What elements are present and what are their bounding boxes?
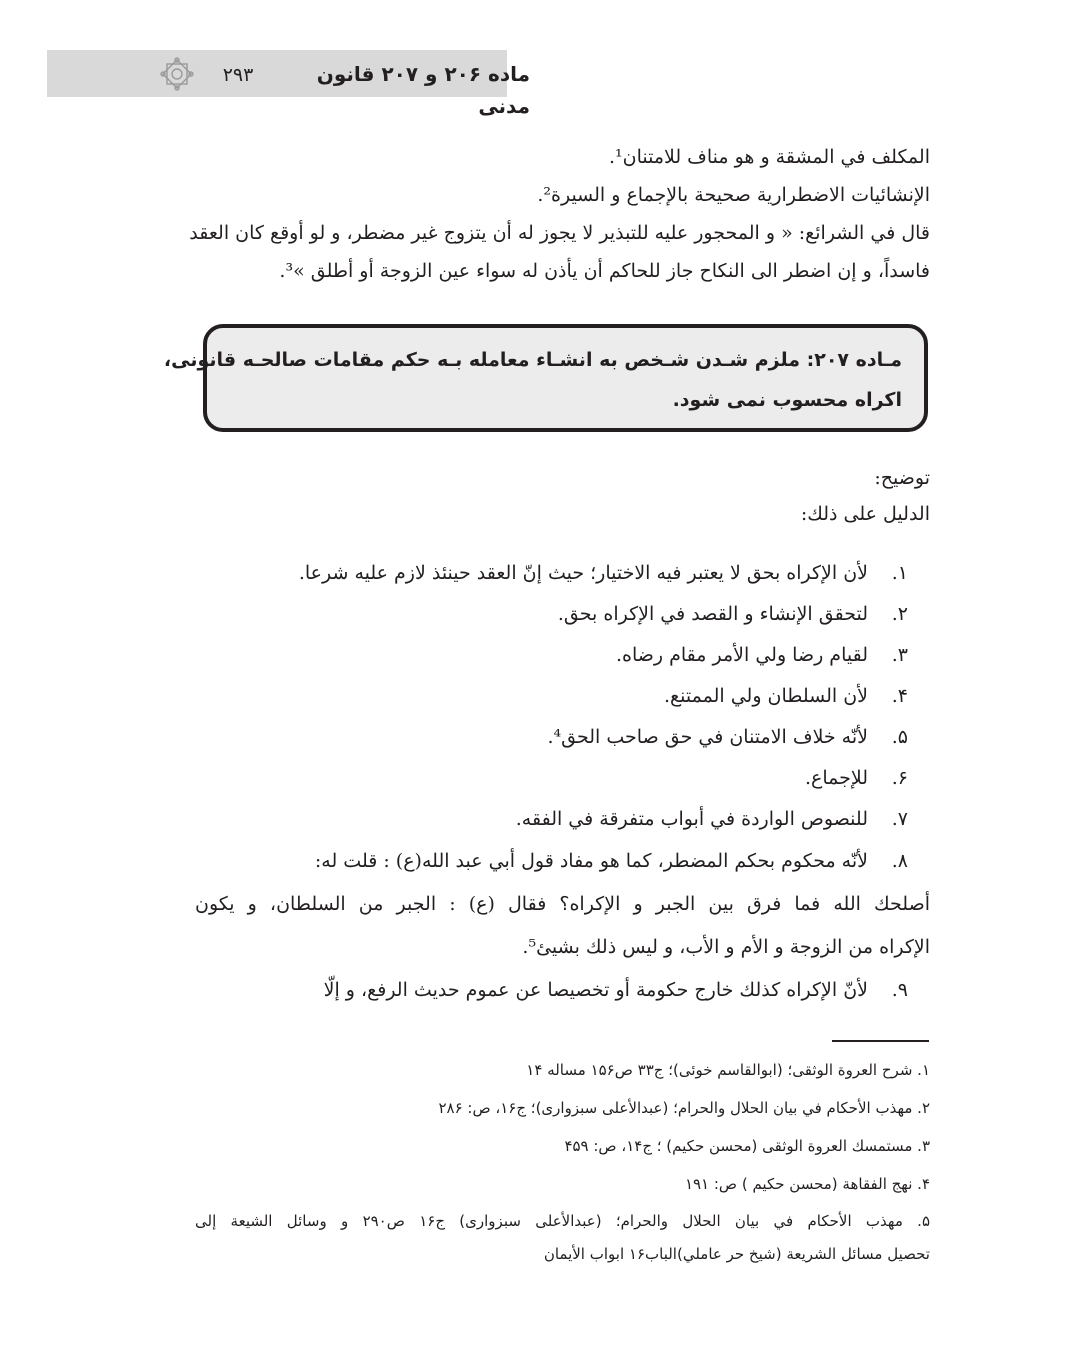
article-207-box [163, 324, 928, 432]
footnote-separator [832, 1040, 929, 1042]
footnote-continuation: تحصيل مسائل الشريعة (شيخ حر عاملي)الباب۱۶ ابواب الأيمان [543, 1245, 930, 1263]
list-item-text: لأنّ الإكراه كذلك خارج حكومة أو تخصيصا عن عموم حديث الرفع، و إلّا [323, 979, 868, 1001]
list-item-text: لقيام رضا ولي الأمر مقام رضاه. [616, 644, 868, 666]
body-line: المكلف في المشقة و هو مناف للامتنان¹. [608, 146, 930, 168]
explanation-section [195, 460, 930, 532]
footnote: ۵. مهذب الأحكام في بيان الحلال والحرام؛ (عبدالأعلى سبزوارى) ج۱۶ ص۲۹۰ و وسائل الشيعة إلى [195, 1212, 931, 1230]
list-item-text: للإجماع. [804, 767, 868, 789]
list-item [195, 594, 930, 635]
list-item-number: ۹. [891, 979, 908, 1001]
list-item [195, 635, 930, 676]
list-item [195, 553, 930, 594]
islamic-star-ornament-icon [160, 57, 194, 91]
evidence-list [195, 553, 930, 1012]
body-line: الإنشائيات الاضطرارية صحيحة بالإجماع و السيرة². [537, 184, 930, 206]
list-item-number: ۸. [891, 850, 908, 872]
list-item-text: لأن الإكراه بحق لا يعتبر فيه الاختيار؛ حيث إنّ العقد حينئذ لازم عليه شرعا. [298, 562, 868, 584]
list-item-text: لأن السلطان ولي الممتنع. [664, 685, 868, 707]
list-item-text: لأنّه محكوم بحكم المضطر، كما هو مفاد قول أبي عبد الله(ع) : قلت له: [314, 850, 868, 872]
article-line: اکراه محسوب نمی شود. [672, 389, 902, 411]
list-item-continuation: الإكراه من الزوجة و الأم و الأب، و ليس ذلك بشيئ⁵. [522, 936, 930, 958]
explanation-label: توضیح: [874, 467, 930, 489]
list-item [195, 758, 930, 799]
page-number: ۲۹۳ [222, 64, 254, 86]
list-item-continuation: أصلحك الله فما فرق بين الجبر و الإكراه؟ فقال (ع) : الجبر من السلطان، و يكون [195, 893, 930, 915]
running-header-title: ماده ۲۰۶ و ۲۰۷ قانون مدنی [316, 62, 530, 118]
list-item-number: ۴. [891, 685, 908, 707]
footnote: ۳. مستمسك العروة الوثقى (محسن حكيم) ؛ ج۱۴، ص: ۴۵۹ [564, 1137, 930, 1155]
footnote: ۴. نهج الفقاهة (محسن حكيم ) ص: ۱۹۱ [684, 1175, 930, 1193]
list-item-number: ۷. [891, 808, 908, 830]
list-item-text: لأنّه خلاف الامتنان في حق صاحب الحق⁴. [547, 726, 868, 748]
evidence-label: الدليل على ذلك: [800, 503, 930, 525]
list-item [195, 969, 930, 1012]
article-line: مـاده ۲۰۷: ملزم شـدن شـخص به انشـاء معامله بـه حکم مقامات صالحـه قانونی، [163, 349, 902, 371]
list-item-number: ۳. [891, 644, 908, 666]
list-item-text: لتحقق الإنشاء و القصد في الإكراه بحق. [557, 603, 868, 625]
footnotes [195, 1051, 930, 1269]
footnote: ۲. مهذب الأحكام في بيان الحلال والحرام؛ (عبدالأعلى سبزوارى)؛ ج۱۶، ص: ۲۸۶ [438, 1099, 930, 1117]
list-item [195, 717, 930, 758]
list-item-number: ۲. [891, 603, 908, 625]
list-item [195, 799, 930, 840]
body-line: قال في الشرائع: « و المحجور عليه للتبذير لا يجوز له أن يتزوج غير مضطر، و لو أوقع كان العقد [189, 222, 930, 244]
body-line: فاسداً، و إن اضطر الى النكاح جاز للحاكم أن يأذن له سواء عين الزوجة أو أطلق »³. [279, 260, 930, 282]
footnote: ۱. شرح العروة الوثقى؛ (ابوالقاسم خوئى)؛ ج۳۳ ص۱۵۶ مساله ۱۴ [526, 1061, 930, 1079]
list-item-number: ۵. [891, 726, 908, 748]
list-item-number: ۶. [891, 767, 908, 789]
list-item [195, 676, 930, 717]
list-item [195, 840, 930, 883]
list-item-text: للنصوص الواردة في أبواب متفرقة في الفقه. [515, 808, 868, 830]
body-text [189, 138, 930, 290]
list-item-number: ۱. [891, 562, 908, 584]
